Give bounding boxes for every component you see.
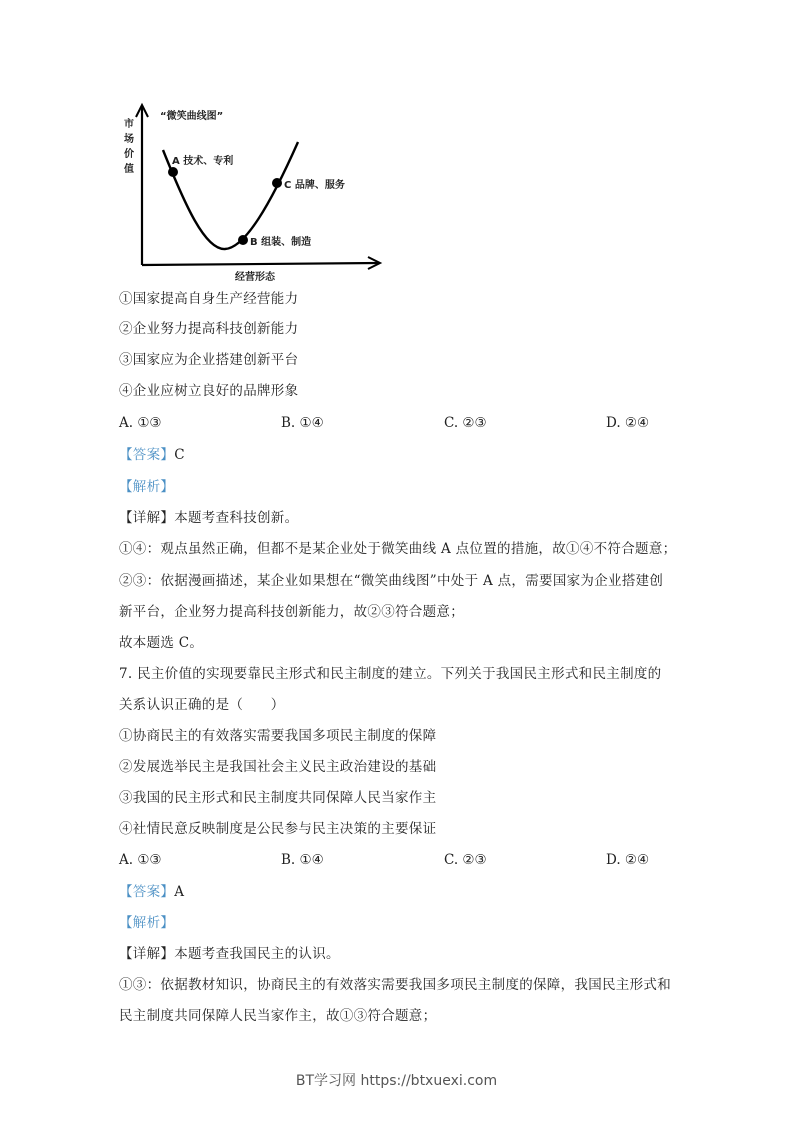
q6-detail-1: 【详解】本题考查科技创新。	[119, 510, 299, 526]
q6-detail-4: 新平台，企业努力提高科技创新能力，故②③符合题意；	[119, 604, 464, 620]
q6-detail-3: ②③：依据漫画描述，某企业如果想在“微笑曲线图”中处于 A 点，需要国家为企业搭建创	[119, 573, 664, 589]
q6-option-c: C. ②③	[444, 415, 487, 431]
q6-answer	[119, 446, 185, 464]
q6-statement-4: ④企业应树立良好的品牌形象	[119, 383, 299, 399]
q6-option-d: D. ②④	[606, 415, 650, 431]
answer-value: C	[174, 447, 185, 463]
footer-watermark: BT学习网 https://btxuexi.com	[295, 1073, 498, 1089]
smile-curve-figure	[110, 95, 400, 285]
q7-analysis-tag: 【解析】	[119, 915, 175, 931]
q6-detail-2: ①④：观点虽然正确，但都不是某企业处于微笑曲线 A 点位置的措施，故①④不符合题意；	[119, 541, 677, 557]
q6-statement-2: ②企业努力提高科技创新能力	[119, 321, 299, 337]
point-b-marker	[238, 235, 248, 245]
y-axis-label: 市 场 价 值	[124, 119, 134, 175]
point-c-marker	[272, 178, 282, 188]
q7-statement-4: ④社情民意反映制度是公民参与民主决策的主要保证	[119, 821, 437, 837]
q7-option-d: D. ②④	[606, 852, 650, 868]
q6-option-a: A. ①③	[119, 415, 162, 431]
q6-statement-1: ①国家提高自身生产经营能力	[119, 291, 299, 307]
answer-tag: 【答案】	[119, 447, 175, 463]
q7-stem-2: 关系认识正确的是（ ）	[119, 697, 285, 713]
q6-analysis-tag: 【解析】	[119, 479, 175, 495]
point-a-marker	[168, 167, 178, 177]
answer-value: A	[174, 884, 185, 900]
point-c-label: C 品牌、服务	[284, 180, 345, 191]
figure-title: “微笑曲线图”	[160, 111, 224, 122]
q7-statement-3: ③我国的民主形式和民主制度共同保障人民当家作主	[119, 790, 437, 806]
q7-option-a: A. ①③	[119, 852, 162, 868]
q6-statement-3: ③国家应为企业搭建创新平台	[119, 352, 299, 368]
q7-stem-1: 7. 民主价值的实现要靠民主形式和民主制度的建立。下列关于我国民主形式和民主制度的	[119, 666, 662, 682]
q7-statement-1: ①协商民主的有效落实需要我国多项民主制度的保障	[119, 728, 437, 744]
point-a-label: A 技术、专利	[172, 156, 234, 167]
q7-detail-3: 民主制度共同保障人民当家作主，故①③符合题意；	[119, 1008, 437, 1024]
point-b-label: B 组装、制造	[250, 237, 312, 248]
q7-detail-1: 【详解】本题考查我国民主的认识。	[119, 946, 340, 962]
q7-option-b: B. ①④	[281, 852, 324, 868]
q6-detail-5: 故本题选 C。	[119, 635, 204, 651]
q6-option-b: B. ①④	[281, 415, 324, 431]
q7-answer	[119, 883, 184, 901]
q7-option-c: C. ②③	[444, 852, 487, 868]
q7-statement-2: ②发展选举民主是我国社会主义民主政治建设的基础	[119, 759, 437, 775]
answer-tag: 【答案】	[119, 884, 175, 900]
x-axis-label: 经营形态	[235, 272, 275, 283]
q7-detail-2: ①③：依据教材知识，协商民主的有效落实需要我国多项民主制度的保障，我国民主形式和	[119, 977, 671, 993]
